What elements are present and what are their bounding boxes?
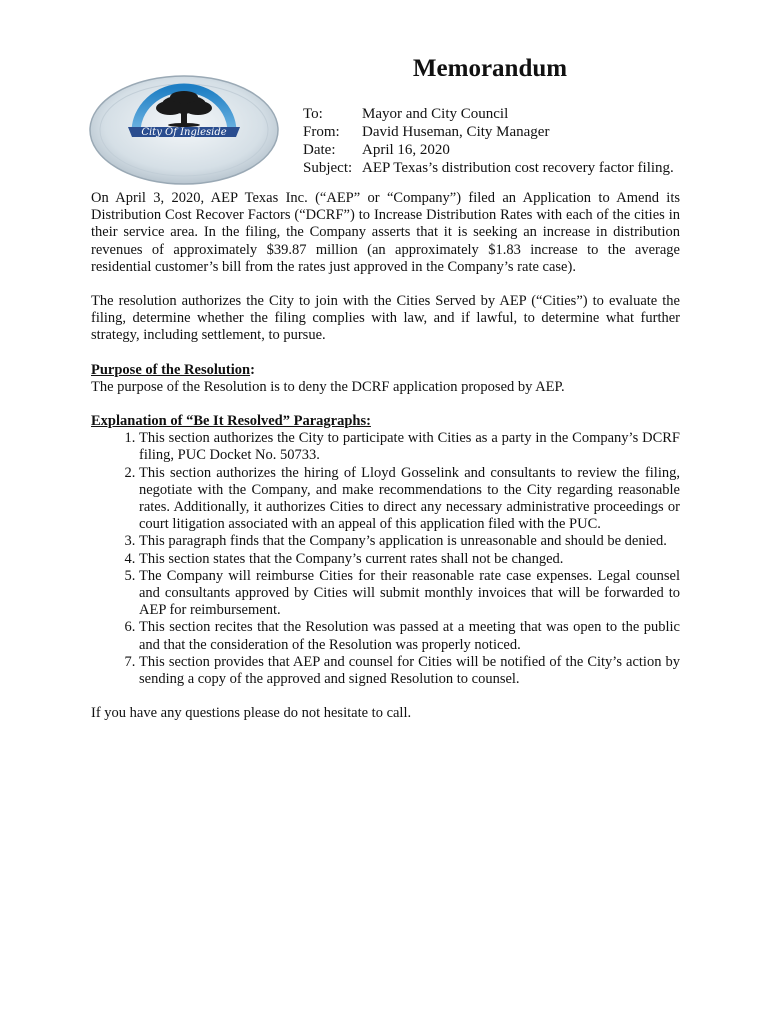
purpose-heading-colon: : — [250, 361, 255, 378]
purpose-heading-line — [91, 362, 680, 379]
subject-row — [303, 159, 674, 177]
city-logo — [86, 70, 282, 188]
explanation-section — [91, 413, 680, 688]
date-value: April 16, 2020 — [362, 142, 450, 158]
purpose-heading: Purpose of the Resolution — [91, 361, 251, 378]
date-label: Date: — [303, 142, 336, 158]
purpose-section — [91, 362, 680, 396]
explanation-heading: Explanation of “Be It Resolved” Paragraphs: — [91, 413, 371, 430]
list-item: 5. The Company will reimburse Cities for their reasonable rate case expenses. Legal counsel and consultants approved by Cities will submit monthly invoices that will be forwarded to AEP for reimbursement. — [139, 568, 680, 620]
list-item: 6. This section recites that the Resolution was passed at a meeting that was open to the public and that the consideration of the Resolution was properly noticed. — [139, 619, 680, 653]
city-logo-graphic — [86, 70, 282, 188]
subject-value: AEP Texas’s distribution cost recovery factor filing. — [362, 160, 674, 176]
resolved-paragraphs-list — [91, 430, 680, 688]
to-row — [303, 105, 674, 123]
date-row — [303, 141, 674, 159]
memo-header — [303, 105, 674, 177]
memo-body — [91, 190, 680, 739]
intro-paragraph: On April 3, 2020, AEP Texas Inc. (“AEP” or “Company”) filed an Application to Amend its Distribution Cost Recover Factors (“DCRF”) to Increase Distribution Rates with each of the cities in their service area. In the filing, the Company asserts that it is seeking an increase in distribution revenues of approximately $39.87 million (an approximately $1.83 increase to the average residential customer’s bill from the rates just approved in the Company’s rate case). — [91, 190, 680, 275]
subject-label: Subject: — [303, 160, 353, 176]
list-item: 3. This paragraph finds that the Company’s application is unreasonable and should be denied. — [139, 533, 680, 550]
list-item: 1. This section authorizes the City to participate with Cities as a party in the Company’s DCRF filing, PUC Docket No. 50733. — [139, 430, 680, 464]
closing-paragraph: If you have any questions please do not hesitate to call. — [91, 705, 412, 722]
from-label: From: — [303, 124, 340, 140]
purpose-text: The purpose of the Resolution is to deny the DCRF application proposed by AEP. — [91, 378, 565, 395]
list-item: 2. This section authorizes the hiring of Lloyd Gosselink and consultants to review the filing, negotiate with the Company, and make recommendations to the City regarding reasonable rates. Additionally, it authorizes Cities to direct any necessary administrative proceedings or court litigation associated with an appeal of this application filed with the PUC. — [139, 465, 680, 534]
city-logo-text: City Of Ingleside — [141, 127, 227, 138]
from-row — [303, 123, 674, 141]
to-value: Mayor and City Council — [362, 106, 509, 122]
memo-title: Memorandum — [412, 55, 568, 82]
resolution-paragraph: The resolution authorizes the City to join with the Cities Served by AEP (“Cities”) to evaluate the filing, determine whether the filing complies with law, and if lawful, to determine what further strategy, including settlement, to pursue. — [91, 293, 680, 344]
from-value: David Huseman, City Manager — [362, 124, 550, 140]
list-item: 4. This section states that the Company’s current rates shall not be changed. — [139, 551, 680, 568]
list-item: 7. This section provides that AEP and counsel for Cities will be notified of the City’s action by sending a copy of the approved and signed Resolution to counsel. — [139, 654, 680, 688]
to-label: To: — [303, 106, 323, 122]
